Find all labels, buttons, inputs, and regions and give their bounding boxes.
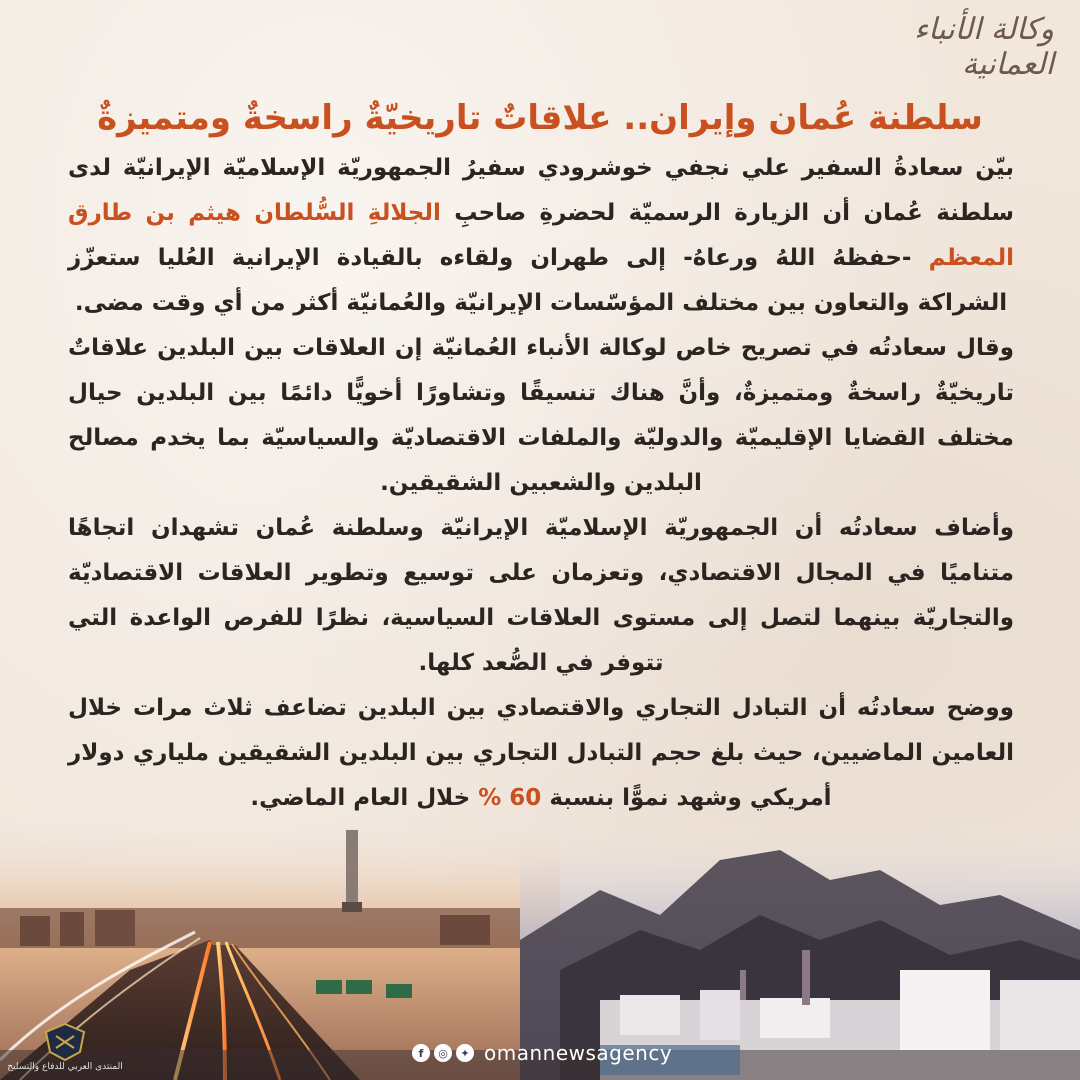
paragraph-1 — [68, 146, 1014, 326]
twitter-icon[interactable]: ✦ — [456, 1044, 474, 1062]
sultan-name-highlight: الجلالةِ السُّلطان هيثم بن طارق المعظم — [68, 200, 1014, 271]
growth-percent-highlight: 60 % — [478, 785, 542, 811]
forum-watermark — [7, 1002, 123, 1072]
paragraph-4-text-a: ووضح سعادتُه أن التبادل التجاري والاقتصادي بين البلدين تضاعف ثلاث مرات خلال العامين الماضيين، حيث بلغ حجم التبادل التجاري بين البلدين الشقيقين ملياري دولار أمريكي وشهد نموًّا بنسبة — [68, 695, 1014, 811]
paragraph-1-text-a: بيّن سعادةُ السفير علي نجفي خوشرودي سفيرُ الجمهوريّة الإسلاميّة الإيرانيّة لدى سلطنة عُمان أن الزيارة الرسميّة لحضرةِ صاحبِ — [68, 155, 1014, 226]
agency-logo — [824, 12, 1054, 82]
article-body — [68, 146, 1014, 821]
article-title: سلطنة عُمان وإيران.. علاقاتٌ تاريخيّةٌ راسخةٌ ومتميزةٌ — [97, 98, 983, 138]
paragraph-3: وأضاف سعادتُه أن الجمهوريّة الإسلاميّة الإيرانيّة وسلطنة عُمان تشهدان اتجاهًا متناميًا في المجال الاقتصادي، وتعزمان على توسيع وتطوير العلاقات الاقتصاديّة والتجاريّة بينهما لتصل إلى مستوى العلاقات السياسية، نظرًا للفرص الواعدة التي تتوفر في الصُّعد كلها. — [68, 515, 1014, 676]
facebook-icon[interactable]: f — [412, 1044, 430, 1062]
paragraph-2: وقال سعادتُه في تصريح خاص لوكالة الأنباء العُمانيّة إن العلاقات بين البلدين علاقاتٌ تاريخيّةٌ راسخةٌ ومتميزةٌ، وأنَّ هناك تنسيقًا وتشاورًا أخويًّا دائمًا بين البلدين حيال مختلف القضايا الإقليميّة والدوليّة والملفات الاقتصاديّة والسياسيّة بما يخدم مصالح البلدين والشعبين الشقيقين. — [68, 335, 1014, 496]
paragraph-4 — [68, 686, 1014, 821]
paragraph-4-text-b: خلال العام الماضي. — [250, 785, 479, 811]
shield-emblem-icon — [40, 1022, 90, 1062]
social-handle[interactable]: omannewsagency — [484, 1041, 673, 1065]
paragraph-1-text-b: -حفظهُ اللهُ ورعاهُ- إلى طهران ولقاءه بالقيادة الإيرانية العُليا ستعزّز الشراكة والتعاون بين مختلف المؤسّسات الإيرانيّة والعُمانيّة أكثر من أي وقت مضى. — [68, 245, 1008, 316]
logo-text: وكالة الأنباء العمانية — [914, 12, 1054, 82]
watermark-text: المنتدى العربي للدفاع والتسليح — [7, 1062, 123, 1072]
instagram-icon[interactable]: ◎ — [434, 1044, 452, 1062]
social-footer — [412, 1040, 672, 1066]
